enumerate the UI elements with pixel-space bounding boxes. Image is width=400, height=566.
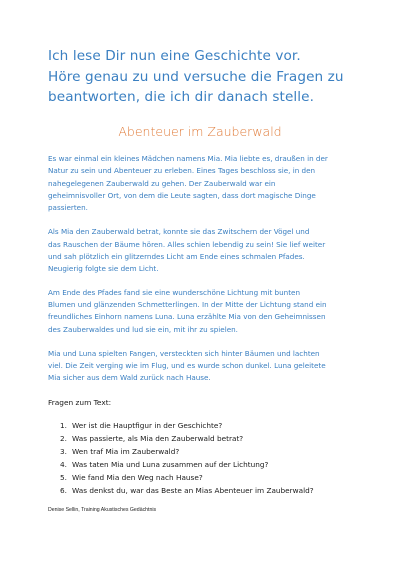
question-item [60, 433, 314, 446]
story-line: des Zauberwaldes und lud sie ein, mit ihr zu spielen. [48, 324, 238, 334]
question-list [60, 420, 314, 497]
question-number: 2. [60, 433, 67, 443]
footer-credit: Denise Sellin, Training Akustisches Gedächtnis [48, 507, 157, 513]
intro-instructions [48, 46, 378, 108]
question-text: Wie fand Mia den Weg nach Hause? [72, 472, 203, 482]
story-line: passierten. [48, 203, 88, 213]
question-number: 4. [60, 459, 67, 469]
question-item [60, 485, 314, 498]
story-paragraph [48, 287, 358, 336]
question-item [60, 446, 314, 459]
story-line: viel. Die Zeit verging wie im Flug, und es wurde schon dunkel. Luna geleitete [48, 361, 326, 371]
question-text: Was denkst du, war das Beste an Mias Abenteuer im Zauberwald? [72, 485, 314, 495]
story-line: Blumen und glänzenden Schmetterlingen. In der Mitte der Lichtung stand ein [48, 299, 327, 309]
story-title: Abenteuer im Zauberwald [118, 124, 282, 139]
story-line: das Rauschen der Bäume hören. Alles schien lebendig zu sein! Sie lief weiter [48, 239, 326, 249]
question-item [60, 420, 314, 433]
questions-heading: Fragen zum Text: [48, 398, 112, 407]
story-line: geheimnisvoller Ort, von dem die Leute sagten, dass dort magische Dinge [48, 190, 316, 200]
question-text: Wen traf Mia im Zauberwald? [72, 446, 180, 456]
question-text: Wer ist die Hauptfigur in der Geschichte? [72, 421, 223, 430]
story-line: und sah plötzlich ein glitzerndes Licht am Ende eines schmalen Pfades. [48, 252, 305, 262]
story-line: Am Ende des Pfades fand sie eine wunderschöne Lichtung mit bunten [48, 287, 301, 297]
intro-line: Höre genau zu und versuche die Fragen zu [48, 68, 344, 85]
story-line: Als Mia den Zauberwald betrat, konnte sie das Zwitschern der Vögel und [48, 227, 310, 237]
story-line: freundliches Einhorn namens Luna. Luna erzählte Mia von den Geheimnissen [48, 312, 326, 322]
story-paragraph [48, 226, 358, 275]
question-number: 3. [60, 446, 67, 456]
story-line: Neugierig folgte sie dem Licht. [48, 264, 159, 274]
question-text: Was taten Mia und Luna zusammen auf der Lichtung? [72, 459, 269, 469]
intro-line: Ich lese Dir nun eine Geschichte vor. [48, 48, 301, 64]
question-number: 1. [60, 421, 67, 430]
story-text [48, 153, 358, 397]
question-number: 6. [60, 485, 67, 495]
story-line: Mia sicher aus dem Wald zurück nach Hause. [48, 373, 211, 383]
story-paragraph [48, 348, 358, 385]
question-item [60, 472, 314, 485]
question-number: 5. [60, 472, 67, 482]
story-line: Mia und Luna spielten Fangen, versteckten sich hinter Bäumen und lachten [48, 348, 320, 358]
question-item [60, 459, 314, 472]
story-paragraph [48, 153, 358, 214]
question-text: Was passierte, als Mia den Zauberwald betrat? [72, 433, 244, 443]
story-line: Natur zu sein und Abenteuer zu erleben. Eines Tages beschloss sie, in den [48, 166, 316, 176]
intro-line: beantworten, die ich dir danach stelle. [48, 89, 315, 105]
story-line: nahegelegenen Zauberwald zu gehen. Der Zauberwald war ein [48, 178, 276, 188]
story-line: Es war einmal ein kleines Mädchen namens Mia. Mia liebte es, draußen in der [48, 154, 328, 163]
